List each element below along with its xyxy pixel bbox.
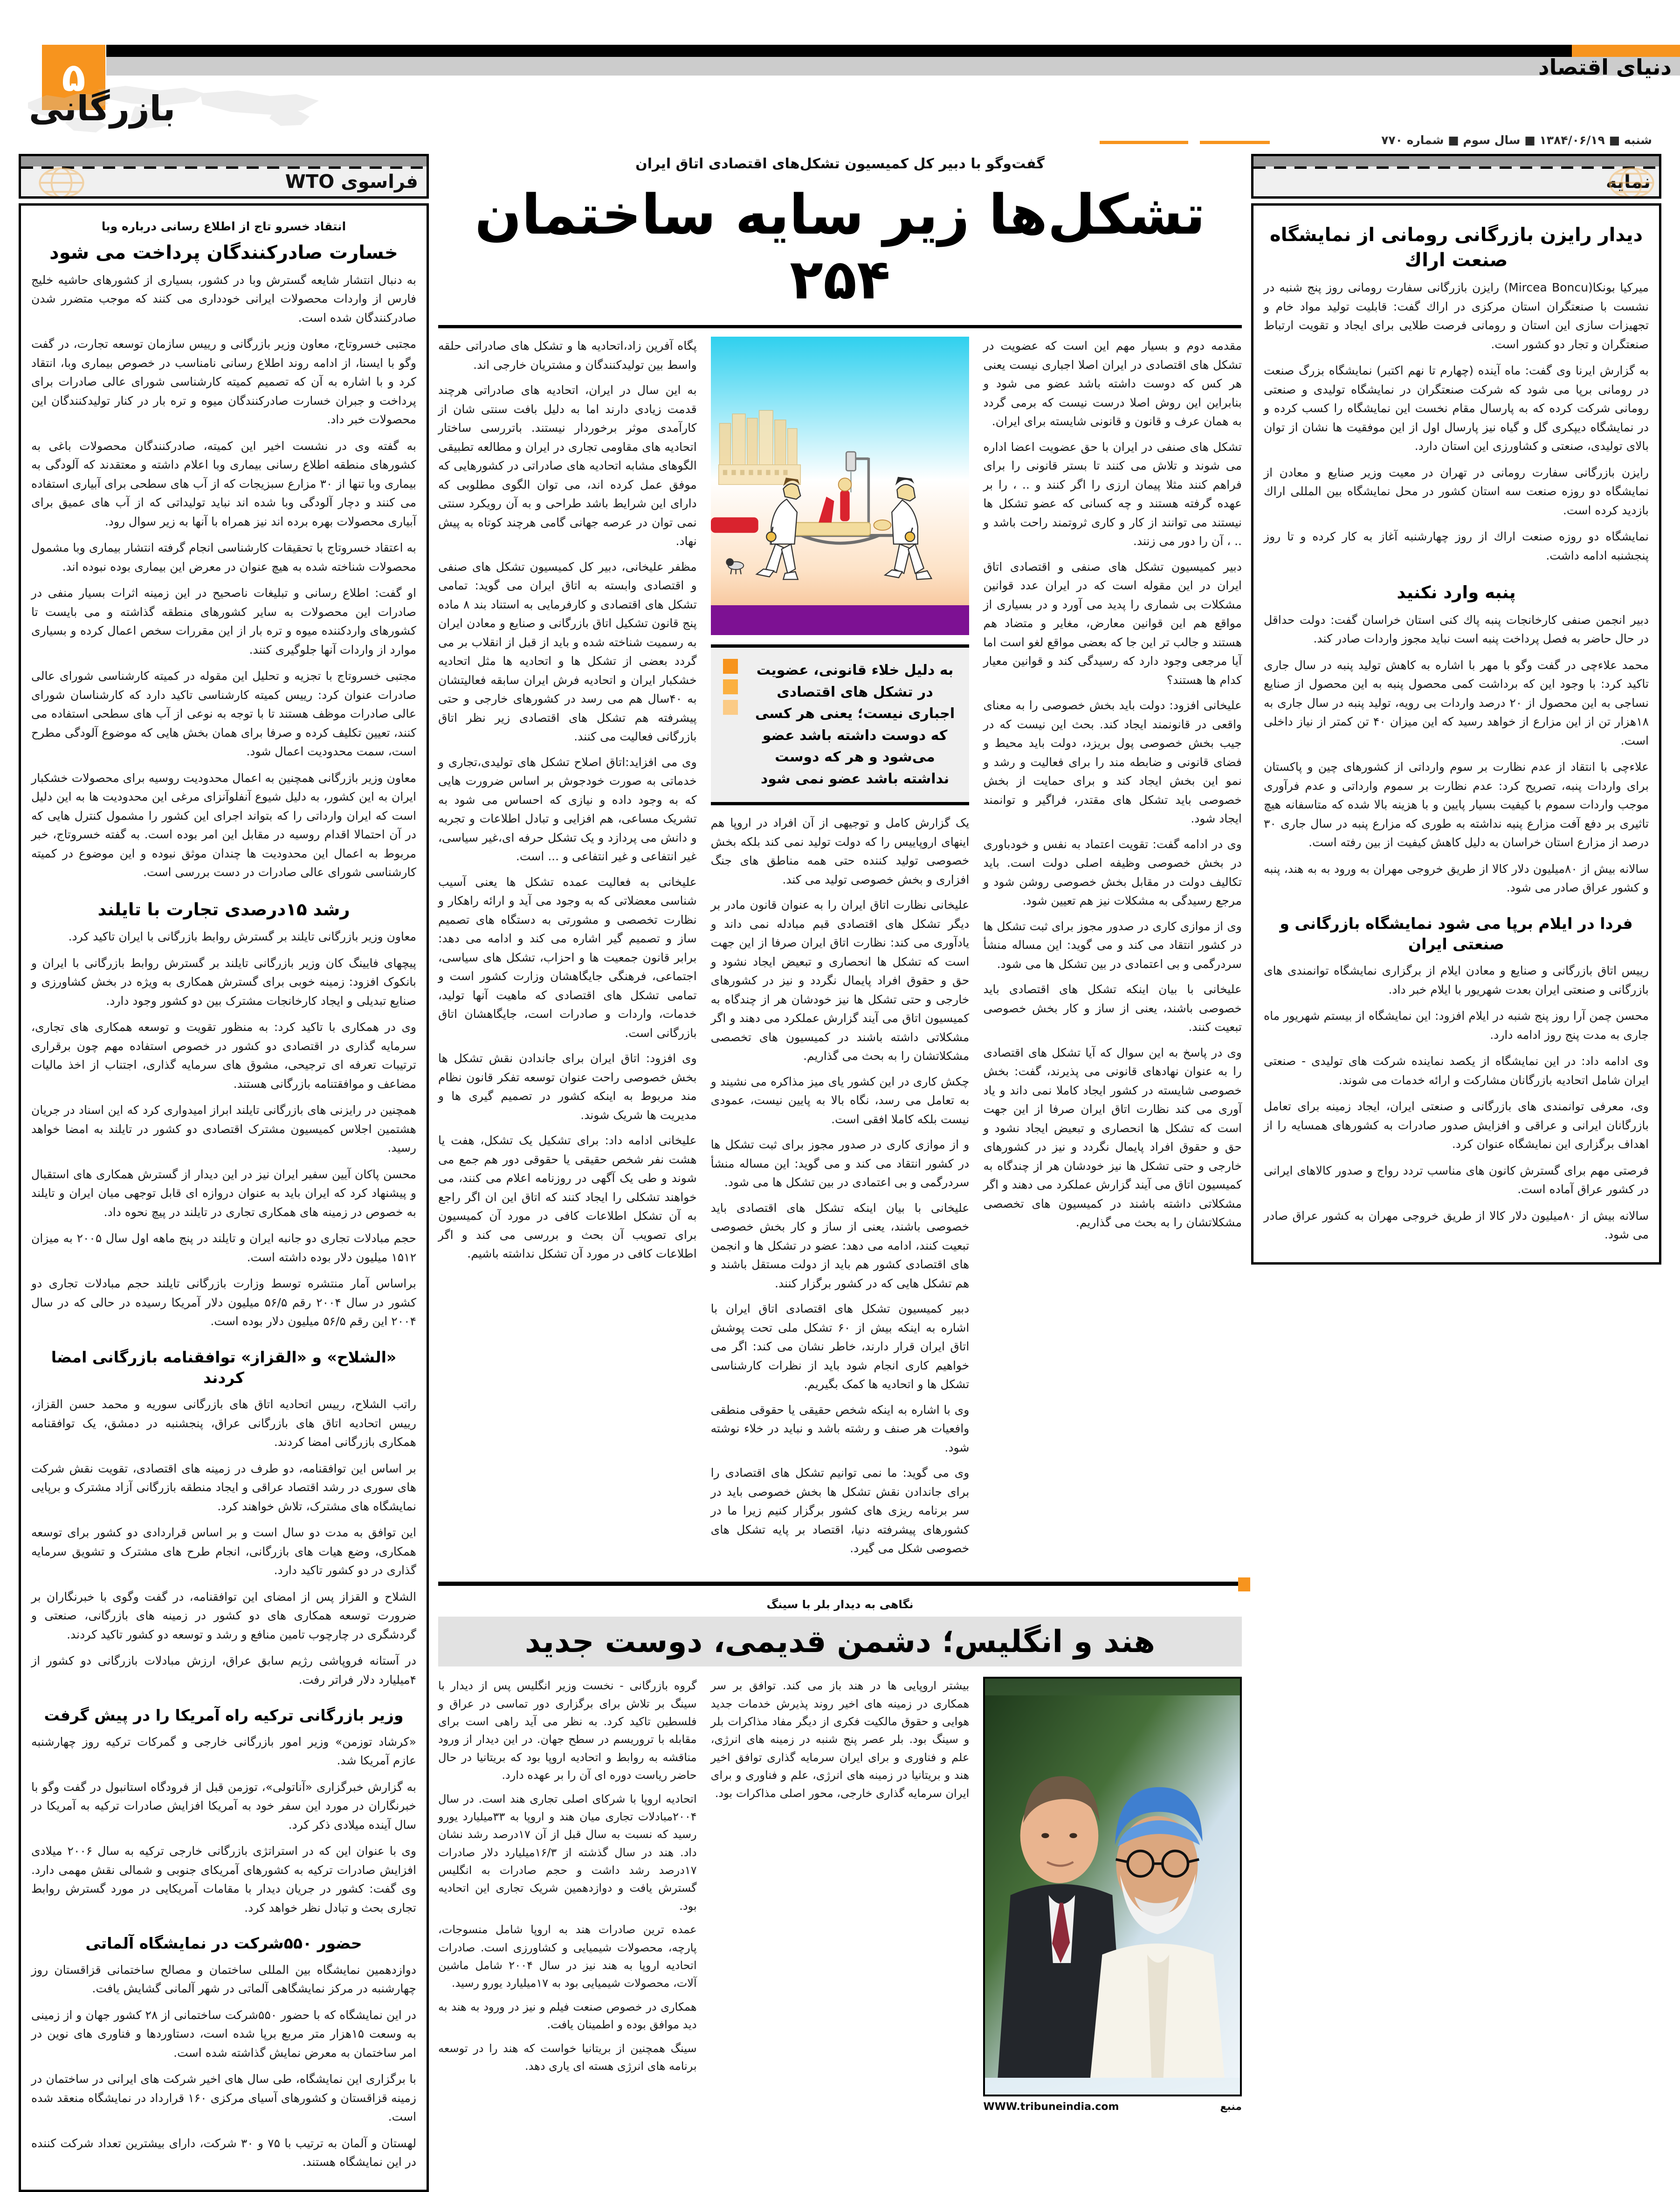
article-paragraph: علاءچی با انتقاد از عدم نظارت بر سوم وارداتی از کشورهای چین و پاکستان برای واردات پنبه، تصریح کرد: عدم نظارت بر سموم وارداتی و عدم فرآوری موجب واردات سموم با کیفیت بسیار پایین و با هزینه بالا شده که متاسفانه هیچ تاثیری بر دفع آفت مزارع پنبه نداشته به طوری که مزارع پنبه در سال جاری ۳۰ درصد از مزارع استان خراسان به دلیل کاهش کیفیت از بین رفته است. <box>1264 760 1649 850</box>
headline-rule <box>438 325 1242 328</box>
article-paragraph: پیچهای فایینگ کان وزیر بازرگانی تایلند بر گسترش روابط بازرگانی با ایران و بانکوک افزود: زمینه خوبی برای گسترش همکاری به ویژه در بخش کشاورزی و صنایع تبدیلی و ایجاد کارخانجات مشترک بین دو کشور وجود دارد. <box>31 956 416 1008</box>
article-paragraph: این توافق به مدت دو سال است و بر اساس قراردادی دو کشور برای توسعه همکاری، وضع هیات های بازرگانی، انجام طرح های مشترک و تشویق سرمایه گذاری در دو کشور تاکید دارد. <box>31 1526 416 1577</box>
feature-title: هند و انگلیس؛ دشمن قدیمی، دوست جدید <box>438 1617 1242 1666</box>
dateline: شنبه ■ ۱۳۸۴/۰۶/۱۹ ■ سال سوم ■ شماره ۷۷۰ <box>1381 133 1652 147</box>
article-paragraph: علیخانی نظارت اتاق ایران را به عنوان قانون مادر بر دیگر تشکل های اقتصادی قبم مبادله نمی داند و یادآوری می کند: نظارت اتاق ایران صرفا از این جهت است که تشکل ها انحصاری و تبعیض ایجاد نشود و حق و حقوق افراد پایمال نگردد و نیز در کشورهای خارجی و حتی تشکل ها نیز خودشان هر از چندگاه به کمیسیون اتاق می آیند گزارش عملکرد می دهند و اگر مشکلاتی داشته باشند در کمیسیون های تخصصی مشکلاتشان را به بحث می گذاریم. <box>710 898 970 1063</box>
feature-rule <box>438 1582 1242 1586</box>
article-paragraph: علیخانی با بیان اینکه تشکل های اقتصادی باید خصوصی باشند، یعنی از ساز و کار بخش خصوصی تبعیت کنند. <box>983 982 1242 1034</box>
sidebar-right-block <box>1264 222 1649 565</box>
article-paragraph: به گزارش ایرنا وی گفت: ماه آینده (چهارم تا نهم اکتبر) نمایشگاه بزرگ صنعت در رومانی برپا می شود که شرکت صنعتگران در نمایشگاه تولیدی و صنعتی رومانی شرکت کرده که به پارسال مقام نخست این نمایشگاه را کسب کرده و در نمایشگاه دیپکری گل و گیاه نیز پارسال اول از این موفقیت ها نشان از توان بالای تولیدی، صنعتی و کشاورزی این استان دارد. <box>1264 364 1649 453</box>
article-paragraph: وی افزود: اتاق ایران برای جاندادن نقش تشکل ها بخش خصوصی راحت عنوان توسعه تفکر قانون نظام مند مربوط به اینکه کشور در تصمیم گیری ها و مدیریت ها شریک شوند. <box>438 1051 697 1122</box>
sidebar-left-topbar <box>21 156 427 166</box>
sidebar-right-block <box>1264 913 1649 1245</box>
dateline-rule-2 <box>1100 141 1188 144</box>
article-headline: دیدار رایزن بازرگانی رومانی از نمایشگاه صنعت اراك <box>1269 224 1643 271</box>
pullquote-marker-square <box>723 679 738 694</box>
article-paragraph: سالانه بیش از ۸۰میلیون دلار کالا از طریق خروجی مهران به ورود به به هند، پنبه و کشور عراق صادر می شود. <box>1264 862 1649 895</box>
article-paragraph: دبیر کمیسیون تشکل های صنفی و اقتصادی اتاق ایران در این مقوله است که در ایران عدد قوانین مشکلات بی شماری را پدید می آورد و در بسیاری از مواقع هم این قوانین معارض، مغایر و متضاد هم هستند و جالب تر این جا که بعضی مواقع لغو است اما آیا مرجعی وجود دارد که رسیدگی کند و قوانین معیار کدام ها هستند؟ <box>983 560 1242 687</box>
feature-photo <box>983 1677 1242 2096</box>
article-paragraph: پگاه آفرین زاد،اتحادیه ها و تشکل های صادراتی حلقه واسط بین تولیدکنندگان و مشتریان خارجی اند. <box>438 339 697 372</box>
article-paragraph: او گفت: اطلاع رسانی و تبلیغات ناصحیح در این زمینه اثرات بسیار منفی در صادرات این محصولات به سایر کشورهای منطقه گذاشته و می بایست تا کشورهای واردکننده میوه و تره بار از این مقررات سخص اعمال کرده و بسیاری موارد از واردات آنها جلوگیری کنند. <box>31 586 416 657</box>
article-paragraph: مظفر علیخانی، دبیر کل کمیسیون تشکل های صنفی و اقتصادی وابسته به اتاق ایران می گوید: تمامی تشکل های اقتصادی و کارفرمایی به استناد بند ۸ ماده پنج قانون تشکیل اتاق بازرگانی و صنایع و معادن ایران به رسمیت شناخته شده و باید از قبل از انقلاب بر می گردد بعضی از تشکل ها و اتحادیه ها مثل اتحادیه خشکبار ایران و اتحادیه فرش ایران سابقه فعالیتشان به ۴۰سال هم می رسد در کشورهای خارجی و حتی پیشرفته هم تشکل های اقتصادی زیر نظر اتاق بازرگانی فعالیت می کنند. <box>438 560 697 744</box>
article-paragraph: معاون وزیر بازرگانی همچنین به اعمال محدودیت روسیه برای محصولات خشکبار ایران به این کشور، به دلیل شیوع آنفلوآنزای مرغی این محدودیت ها به این دلیل است که ایران وارداتی را که بتواند اجرای این کشور را مشمول کنترل هایی که در آن احتمالا اقدام روسیه در مقابل این امر بوده است. به گفته خسروتاج، خبر مربوط به اعمال این محدودیت ها چندان موثق نبوده و این موضوع در کمیته کارشناسی شورای عالی صادرات در دست بررسی است. <box>31 771 416 879</box>
dateline-rule-1 <box>1200 141 1270 144</box>
article-paragraph: میرکیا بونکا(Mircea Boncu) رایزن بازرگانی سفارت رومانی روز پنج شنبه در نشست با صنعتگران استان مرکزی در اراك گفت: قابلیت تولید مواد خام و تجهیزات سازی این استان و رومانی فرصت طلایی برای ایجاد و تقویت ارتباط صنعتگران و تجار دو کشور است. <box>1264 281 1649 351</box>
masthead-black-bar <box>106 45 1574 57</box>
article-paragraph: همکاری در خصوص صنعت فیلم و نیز در ورود به هند به دید موافق بوده و اطمینان یافت. <box>438 2000 697 2032</box>
article-paragraph: علیخانی با بیان اینکه تشکل های اقتصادی باید خصوصی باشند، یعنی از ساز و کار بخش خصوصی تبعیت کنند، ادامه می دهد: عضو در تشکل ها و انجمن های اقتصادی کشور هم باید از دولت مستقل باشند و هم تشکل هایی که در کشور برگزار کنند. <box>710 1201 970 1290</box>
sidebar-right-label: نمایه <box>1605 171 1651 193</box>
article-paragraph: همچنین در رایزنی های بازرگانی تایلند ابراز امیدواری کرد که این اسناد در جریان هشتمین اجلاس کمیسیون مشترک اقتصادی دو کشور در تایلند به امضا خواهد رسید. <box>31 1103 416 1155</box>
article-paragraph: علیخانی افزود: دولت باید بخش خصوصی را به معنای واقعی در قانونمند ایجاد کند. بحث این نیست که در جیب بخش خصوصی پول بریزد، دولت باید محیط و فضای قانونی و ضابطه مند را برای فعالیت و رشد و نمو این بخش ایجاد کند و برای حمایت از بخش خصوصی باید تشکل های مقتدر، فراگیر و توانمند ایجاد شود. <box>983 698 1242 826</box>
article-paragraph: در آستانه فروپاشی رژیم سابق عراق، ارزش مبادلات بازرگانی دو کشور از ۴میلیارد دلار فراتر رفت. <box>31 1654 416 1687</box>
feature-source-url: WWW.tribuneindia.com <box>983 2101 1119 2113</box>
sidebar-right-block <box>1264 581 1649 898</box>
article-headline: وزیر بازرگانی ترکیه راه آمریکا را در پیش گرفت <box>44 1706 404 1725</box>
sidebar-left <box>19 154 429 2169</box>
article-paragraph: «کرشاد توزمن» وزیر امور بازرگانی خارجی و گمرکات ترکیه روز چهارشنبه عازم آمریکا شد. <box>31 1735 416 1768</box>
article-paragraph: لهستان و آلمان به ترتیب با ۷۵ و ۳۰ شرکت، دارای بیشترین تعداد شرکت کننده در این نمایشگاه هستند. <box>31 2136 416 2169</box>
article-paragraph: گروه بازرگانی - نخست وزیر انگلیس پس از دیدار با سینگ بر تلاش برای برگزاری دور تماسی در عراق و فلسطین تاکید کرد. به نظر می آید راهی است برای مقابله با تروریسم در سطح جهان. در این دیدار از ورود مناقشه به روابط و اتحادیه اروپا بود که بریتانیا در حال حاضر ریاست دوره ای آن را بر عهده دارد. <box>438 1679 697 1782</box>
sidebar-left-label: فراسوی WTO <box>285 171 418 193</box>
article-paragraph: دوازدهمین نمایشگاه بین المللی ساختمان و مصالح ساختمانی قزاقستان روز چهارشنبه در مرکز نمایشگاهی آلماتی در شهر آلمانی گشایش یافت. <box>31 1963 416 1996</box>
article-paragraph: مجتبی خسروتاج، معاون وزیر بازرگانی و رییس سازمان توسعه تجارت، در گفت وگو با ایسنا، از ادامه روند اطلاع رسانی نامناسب در خصوص بیماری وبا، انتقاد کرد و با اشاره به آن که تصمیم کمیته کارشناسی شورای عالی صادرات برای پرداخت و جبران خسارت صادرکنندگان میوه و تره بار در کنار تولیدکنندگان این محصولات خبر داد. <box>31 337 416 426</box>
article-paragraph: به این سال در ایران، اتحادیه های صادراتی هرچند قدمت زیادی دارند اما به دلیل بافت سنتی شان از کارآمدی موثر برخوردار نیستند. باتررسی ساختار اتحادیه های مقاومی تجاری در ایران و مطالعه تطبیقی الگوهای مشابه اتحادیه های صادراتی در کشورهایی که موفق عمل کرده اند، می توان الگوی مطلوبی که دارای این شرایط باشد طراحی و به آن رویکرد سنتی نمی توان در عرصه جهانی گامی هرچند کوتاه به پیش نهاد. <box>438 383 697 548</box>
page-section-title: بازرگانی <box>29 89 176 129</box>
sidebar-right-body <box>1251 203 1661 1265</box>
article-paragraph: وی در ادامه گفت: تقویت اعتماد به نفس و خودباوری در بخش خصوصی وظیفه اصلی دولت است. باید تکالیف دولت در مقابل بخش خصوصی روشن شود و مرجع رسیدگی به مشکلات نیز هم تعیین شود. <box>983 837 1242 908</box>
article-kicker: انتقاد خسرو تاج از اطلاع رسانی درباره وبا <box>101 220 346 233</box>
sidebar-left-block <box>31 898 416 1331</box>
sidebar-left-block <box>31 218 416 882</box>
masthead-grey-bar <box>106 55 1680 80</box>
article-paragraph: حجم مبادلات تجاری دو جانبه ایران و تایلند در پنج ماهه اول سال ۲۰۰۵ به میزان ۱۵۱۲ میلیون دلار بوده داشته است. <box>31 1231 416 1264</box>
article-paragraph: فرصتی مهم برای گسترش کانون های مناسب تردد رواج و صدور کالاهای ایرانی در کشور عراق آماده است. <box>1264 1163 1649 1196</box>
page-number-badge: ۵ <box>42 45 105 110</box>
article-paragraph: راتب الشلاح، رییس اتحادیه اتاق های بازرگانی سوریه و محمد حسن القزاز، رییس اتحادیه اتاق های بازرگانی عراق، پنجشنبه در دمشق، یک توافقنامه همکاری بازرگانی امضا کردند. <box>31 1397 416 1449</box>
sidebar-right <box>1251 154 1661 1983</box>
article-paragraph: به اعتقاد خسروتاج با تحقیقات کارشناسی انجام گرفته انتشار بیماری وبا مشمول محصولات شناخته شده به هیچ عنوان در معرض این بیماری بوده نبوده اند. <box>31 541 416 574</box>
article-headline: حضور ۵۵۰شرکت در نمایشگاه آلماتی <box>85 1934 362 1953</box>
sidebar-left-block <box>31 1933 416 2172</box>
main-article-columns <box>438 337 1242 1565</box>
article-paragraph: نمایشگاه دو روزه صنعت اراك از روز چهارشنبه آغاز به کار کرده و تا روز پنجشنبه ادامه داشت. <box>1264 530 1649 562</box>
article-paragraph: رایزن بازرگانی سفارت رومانی در تهران در معیت وزیر صنایع و معادن از نمایشگاه دو روزه صنعت سه استان کشور در محل نمایشگاه بین المللی اراك بازدید کرده است. <box>1264 465 1649 517</box>
article-paragraph: محمد علاءچی در گفت وگو با مهر با اشاره به کاهش تولید پنبه در سال جاری تاکید کرد: با وجود این که برداشت کمی محصول پنبه به این محصول از صنایع نساجی به این محصول از ۲۰ درصد واردات بی رویه، تولید پنبه در سال جاری به ۱۸هزار تن از این مزارع از خواهد رسید که این میزان ۴۰ تن کمتر از نیاز داخلی است. <box>1264 658 1649 747</box>
masthead <box>0 45 1680 100</box>
article-headline: خسارت صادرکنندگان پرداخت می شود <box>49 242 398 263</box>
article-paragraph: وی می افزاید:اتاق اصلاح تشکل های تولیدی،تجاری و خدماتی به صورت خودجوش بر اساس ضرورت هایی که به وجود داده و نیازی که احساس می شود به تشریک مساعی، هم افزایی و تبادل اطلاعات و تجربه و دانش می پردازد و یک تشکل حرفه ای،غیر سیاسی، غیر انتفاعی و غیر انتفاعی و ... است. <box>438 755 697 864</box>
article-paragraph: بیشتر اروپایی ها در هند باز می کند. توافق بر سر همکاری در زمینه های اخیر روند پذیرش خدمات جدید هوایی و حقوق مالکیت فکری از دیگر مفاد مذاکرات بلر و سینگ بود. بلر عصر پنج شنبه در زمینه های انرژی، علم و فناوری و برای ایران سرمایه گذاری توافق اخیر هند و بریتانیا در زمینه های انرژی، علم و فناوری و برای ایران سرمایه گذاری خارجی، محور اصلی مذاکرات بود. <box>710 1679 970 1800</box>
sidebar-right-dashed-rule <box>1253 166 1659 169</box>
article-paragraph: یک گزارش کامل و توجیهی از آن افراد در اروپا هم اینهای اروپاییس را که دولت تولید نمی کند بلکه بخش خصوصی تولید کننده حتی همه مناطق های جنگ افزاری و بخش خصوصی تولید می کند. <box>710 816 970 886</box>
feature-source-label: منبع <box>1220 2101 1242 2113</box>
sidebar-left-body <box>19 203 429 2192</box>
article-paragraph: علیخانی به فعالیت عمده تشکل ها یعنی آسیب شناسی معضلاتی که به وجود می آید و ارائه راهکار و نظارت تخصصی و مشورتی به دستگاه های تصمیم ساز و تصمیم گیر اشاره می کند و ادامه می دهد: برابر قانون جمعیت ها و احزاب، تشکل های سیاسی، اجتماعی، فرهنگی جایگاهشان وزارت کشور است و تمامی تشکل های اقتصادی که ماهیت آنها تولید، خدمات، واردات و صادرات است، جایگاهشان اتاق بازرگانی است. <box>438 875 697 1040</box>
feature-accent-tick <box>1238 1577 1250 1591</box>
article-paragraph: و از موازی کاری در صدور مجوز برای ثبت تشکل ها در کشور انتقاد می کند و می گوید: این مساله منشأ سردرگمی و بی اعتمادی در بین تشکل ها می شود. <box>710 1138 970 1189</box>
article-paragraph: براساس آمار منتشره توسط وزارت بازرگانی تایلند حجم مبادلات تجاری دو کشور در سال ۲۰۰۴ رقم ۵۶/۵ میلیون دلار آمریکا رسیده در حالی که در سال ۲۰۰۴ این رقم ۵۶/۵ میلیون دلار بوده است. <box>31 1277 416 1328</box>
bottom-feature <box>438 1582 1242 2113</box>
article-paragraph: وی در پاسخ به این سوال که آیا تشکل های اقتصادی را به عنوان نهادهای قانونی می پذیرند، گفت: بخش خصوصی شایسته در کشور ایجاد کاملا نمی داند و یاد آوری می کند نظارت اتاق ایران صرفا از این جهت است که تشکل ها انحصاری و تبعیض ایجاد نشود و حق و حقوق افراد پایمال نگردد و نیز در کشورهای خارجی و حتی تشکل ها نیز خودشان هر از چندگاه به کمیسیون اتاق می آیند گزارش عملکرد می دهند و اگر مشکلاتی داشته باشند در کمیسیون های تخصصی مشکلاتشان را به بحث می گذاریم. <box>983 1045 1242 1230</box>
article-paragraph: مجتبی خسروتاج با تجزیه و تحلیل این مقوله در کمیته کارشناسی شورای عالی صادرات عنوان کرد: رییس کمیته کارشناسی تاکید دارد که کارشناسان شورای عالی صادرات موظف هستند تا با توجه به نوعی از آب های سطحی استفاده می کنند، تعیین تکلیف کرده و صرفا برای همان بخش هایی که موضوع آلودگی مطرح است، سمت محدودیت اعمال شود. <box>31 669 416 758</box>
main-column-b <box>711 337 970 1565</box>
brand-logo: دنیای اقتصاد <box>1538 55 1672 80</box>
main-article-headline: تشکل‌ها زیر سایه ساختمان ۲۵۴ <box>475 182 1205 312</box>
article-paragraph: به دنبال انتشار شایعه گسترش وبا در کشور، بسیاری از کشورهای حاشیه خلیج فارس از واردات محصولات ایرانی خودداری می کنند که موجب متضرر شدن صادرکنندگان شده است. <box>31 273 416 325</box>
main-article-kicker: گفت‌وگو با دبیر کل کمیسیون تشکل‌های اقتصادی اتاق ایران <box>635 156 1045 172</box>
sidebar-right-topbar <box>1253 156 1659 166</box>
article-paragraph: با برگزاری این نمایشگاه، طی سال های اخیر شرکت های ایرانی در ساختمان در زمینه قزاقستان و کشورهای آسیای مرکزی ۱۶۰ قرارداد در نمایشگاه منعقد شده است. <box>31 2072 416 2124</box>
article-headline: پنبه وارد نکنید <box>1397 582 1516 602</box>
article-paragraph: عمده ترین صادرات هند به اروپا شامل منسوجات، پارچه، محصولات شیمیایی و کشاورزی است. صادرات اتحادیه اروپا به هند نیز در سال ۲۰۰۴ شامل ماشین آلات، محصولات شیمیایی بود به ۱۷میلیارد یورو رسید. <box>438 1923 697 1990</box>
feature-source <box>983 2101 1242 2113</box>
article-paragraph: دبیر انجمن صنفی کارخانجات پنبه پاك کنی استان خراسان گفت: دولت حداقل در حال حاضر به فصل پرداخت پنبه است نباید مجوز واردات صادر کند. <box>1264 613 1649 646</box>
sidebar-left-header <box>19 154 429 199</box>
article-paragraph: وی ادامه داد: در این نمایشگاه از یکصد نماینده شرکت های تولیدی - صنعتی ایران شامل اتحادیه بازرگانان مشارکت و ارائه خدمات می شوند. <box>1264 1054 1649 1087</box>
feature-photo-column <box>983 1677 1242 2113</box>
article-paragraph: وی با اشاره به اینکه شخص حقیقی یا حقوقی منطقی وافعیات هر صنف و رشته باشد و نباید در خلاء نوشته شود. <box>710 1403 970 1454</box>
feature-text-column-a <box>438 1677 697 2113</box>
article-paragraph: در این نمایشگاه که با حضور ۵۵۰شرکت ساختمانی از ۲۸ کشور جهان و از زمینی به وسعت ۱۵هزار متر مربع برپا شده است، دستاوردها و فناوری های نوین در امر ساختمان به معرض نمایش گذاشته شده است. <box>31 2008 416 2060</box>
pullquote-marker-square <box>723 659 738 674</box>
article-paragraph: رییس اتاق بازرگانی و صنایع و معادن ایلام از برگزاری نمایشگاه توانمندی های بازرگانی و صنعتی ایران بعدت شهریور با ایلام خبر داد. <box>1264 964 1649 996</box>
editorial-cartoon <box>711 337 970 635</box>
article-paragraph: محسن چمن آرا روز پنج شنبه در ایلام افزود: این نمایشگاه از بیستم شهریور ماه جاری به مدت پنج روز ادامه دارد. <box>1264 1009 1649 1042</box>
article-paragraph: سالانه بیش از ۸۰میلیون دلار کالا از طریق خروجی مهران به کشور عراق صادر می شود. <box>1264 1209 1649 1242</box>
article-headline: فردا در ایلام برپا می شود نمایشگاه بازرگانی و صنعتی ایران <box>1280 914 1633 954</box>
sidebar-left-block <box>31 1347 416 1689</box>
main-article <box>438 154 1242 2113</box>
article-paragraph: وی می گوید: ما نمی توانیم تشکل های اقتصادی را برای جاندادن نقش تشکل ها بخش خصوصی باید در سر برنامه ریزی های کشور برگزار کنیم زیرا ما در کشورهای پیشرفته دنیا، اقتصاد بر پایه تشکل های خصوصی شکل می گیرد. <box>710 1466 970 1556</box>
pullquote-marker-square <box>723 700 738 715</box>
article-paragraph: وی از موازی کاری در صدور مجوز برای ثبت تشکل ها در کشور انتقاد می کند و می گوید: این مساله منشأ سردرگمی و بی اعتمادی در بین تشکل ها می شود. <box>983 919 1242 971</box>
globe-icon <box>34 166 89 199</box>
article-paragraph: وی با عنوان این که در استراتژی بازرگانی خارجی ترکیه به سال ۲۰۰۶ میلادی افزایش صادرات ترکیه به کشورهای آمریکای جنوبی و شمالی نقش مهمی دارد. وی گفت: کشور در جریان دیدار با مقامات آمریکایی در مورد گسترش روابط تجاری بحث و تبادل نظر خواهد کرد. <box>31 1844 416 1915</box>
main-column-c <box>438 337 697 1565</box>
article-headline: «الشلاح» و «القزاز» توافقنامه بازرگانی امضا کردند <box>51 1348 397 1387</box>
article-headline: رشد ۱۵درصدی تجارت با تایلند <box>97 899 350 920</box>
feature-kicker: نگاهی به دیدار بلر با سینگ <box>766 1597 914 1611</box>
sidebar-left-block <box>31 1705 416 1917</box>
article-paragraph: سینگ همچنین از بریتانیا خواست که هند را در توسعه برنامه های انرژی هسته ای یاری دهد. <box>438 2041 697 2073</box>
article-paragraph: اتحادیه اروپا با شرکای اصلی تجاری هند است. در سال ۲۰۰۴مبادلات تجاری میان هند و اروپا به ۳۳میلیارد یورو رسید که نسبت به سال قبل از آن ۱۷درصد رشد نشان داد. هند در سال گذشته از ۱۶/۳میلیارد دلار صادرات ۱۷درصد رشد داشت و حجم صادرات به انگلیس گسترش یافت و دوازدهمین شریک تجاری این اتحادیه بود. <box>438 1792 697 1913</box>
feature-columns <box>438 1677 1242 2113</box>
article-paragraph: وی، معرفی توانمندی های بازرگانی و صنعتی ایران، ایجاد زمینه برای تعامل بازرگانان ایرانی و عراقی و افزایش صدور صادرات به کشورهای همسایه را از اهداف برگزاری این نمایشگاه عنوان کرد. <box>1264 1099 1649 1151</box>
article-paragraph: علیخانی ادامه داد: برای تشکیل یک تشکل، هفت یا هشت نفر شخص حقیقی یا حقوقی دور هم جمع می شوند و طی یک آگهی در روزنامه اعلام می کنند، می خواهند تشکلی را ایجاد کنند که اتاق این ان اگر راجع به آن تشکل اطلاعات کافی در مورد آن کمیسیون برای تصویب آن بحث و بررسی می کند و اگر اطلاعات کافی در مورد آن تشکل نداشته باشیم. <box>438 1134 697 1261</box>
article-paragraph: به گفته وی در نشست اخیر این کمیته، صادرکنندگان محصولات باغی به کشورهای منطقه اطلاع رسانی بیماری وبا اعلام داشته و معتقدند که آلودگی به بیماری وبا تنها از ۳۰ مزارع سبزیجات که از آب های سطحی برای آبیاری استفاده می کنند و دچار آلودگی وبا شده اند نباید تولیداتی که از آب های عمیق برای آبیاری محصولات بهره برده اند نیز همراه با آنها به زیر سوال رود. <box>31 439 416 528</box>
pull-quote <box>711 644 970 805</box>
article-paragraph: بر اساس این توافقنامه، دو طرف در زمینه های اقتصادی، تقویت نقش شرکت های سوری در رشد اقتصاد عراقی و ایجاد منطقه بازرگانی آزاد مشترک و برپایی نمایشگاه های مشترک، تلاش خواهند کرد. <box>31 1461 416 1513</box>
article-paragraph: دبیر کمیسیون تشکل های اقتصادی اتاق ایران با اشاره به اینکه بیش از ۶۰ تشکل ملی تحت پوشش اتاق ایران قرار دارند، خاطر نشان می کند: اگر می خواهیم کاری انجام شود باید از نظرات کارشناسی تشکل ها و اتحادیه ها کمک بگیریم. <box>710 1302 970 1391</box>
article-paragraph: معاون وزیر بازرگانی تایلند بر گسترش روابط بازرگانی با ایران تاکید کرد. <box>68 930 416 944</box>
article-paragraph: محسن پاکان آیین سفیر ایران نیز در این دیدار از گسترش همکاری های استقبال و پیشنهاد کرد که ایران باید به عنوان دروازه ای قابل توجهی میان ایران و تایلند به خصوص در زمینه های همکاری تجاری در تایلند در پیچ نحوه داد. <box>31 1167 416 1219</box>
article-paragraph: وی در همکاری با تاکید کرد: به منظور تقویت و توسعه همکاری های تجاری، سرمایه گذاری در اقتصادی دو کشور در خصوص استفاده مهم چون برقراری ترتیبات تعرفه ای ترجیحی، مشوق های سرمایه گذاری، اجتناب از اخذ مالیات مضاعف و موافقتنامه بازرگانی هستند. <box>31 1020 416 1091</box>
article-paragraph: به گزارش خبرگزاری «آناتولی»، توزمن قبل از فرودگاه استانبول در گفت وگو با خبرنگاران در مورد این سفر خود به آمریکا افزایش صادرات ترکیه به آمریکا در سال آینده میلادی ذکر کرد. <box>31 1780 416 1832</box>
article-paragraph: مقدمه دوم و بسیار مهم این است که عضویت در تشکل های اقتصادی در ایران اصلا اجباری نیست یعنی هر کس که دوست داشته باشد عضو می شود و بنابراین این روش اصلا درست نیست که برمی گردد به همان عرف و قانون و قانونی شایسته برای ایران. <box>983 339 1242 429</box>
globe-icon <box>1604 166 1659 199</box>
main-column-a <box>983 337 1242 1565</box>
pull-quote-text: به دلیل خلاء قانونی، عضویت در تشکل های اقتصادی اجباری نیست؛ یعنی هر کسی که دوست داشته باشد عضو می‌شود و هر که دوست نداشته باشد عضو نمی شود <box>755 662 955 787</box>
sidebar-right-header <box>1251 154 1661 199</box>
article-paragraph: چکش کاری در این کشور یای میز مذاکره می نشیند و به تعامل می رسد، نگاه بالا به پایین نیست، عمودی نیست بلکه کاملا افقی است. <box>710 1074 970 1126</box>
article-paragraph: الشلاح و القزاز پس از امضای این توافقنامه، در گفت وگوی با خبرنگاران بر ضرورت توسعه همکاری های دو کشور در زمینه های بازرگانی، صنعتی و گردشگری در چارچوب تامین منافع و رشد و توسعه دو کشور تاکید کردند. <box>31 1590 416 1641</box>
feature-text-column-b <box>711 1677 970 2113</box>
article-paragraph: تشکل های صنفی در ایران با حق عضویت اعضا اداره می شوند و تلاش می کنند تا بستر قانونی را برای فراهم کنند مثلا پیمان ارزی را اگر کنند و .. ، را بر عهده گرفته هستند و چه کسانی که عضو تشکل ها نیستند می توانند از کار و کاری ثروتمند راحت باشد و .. ، آن را دور می زنند. <box>983 440 1242 548</box>
